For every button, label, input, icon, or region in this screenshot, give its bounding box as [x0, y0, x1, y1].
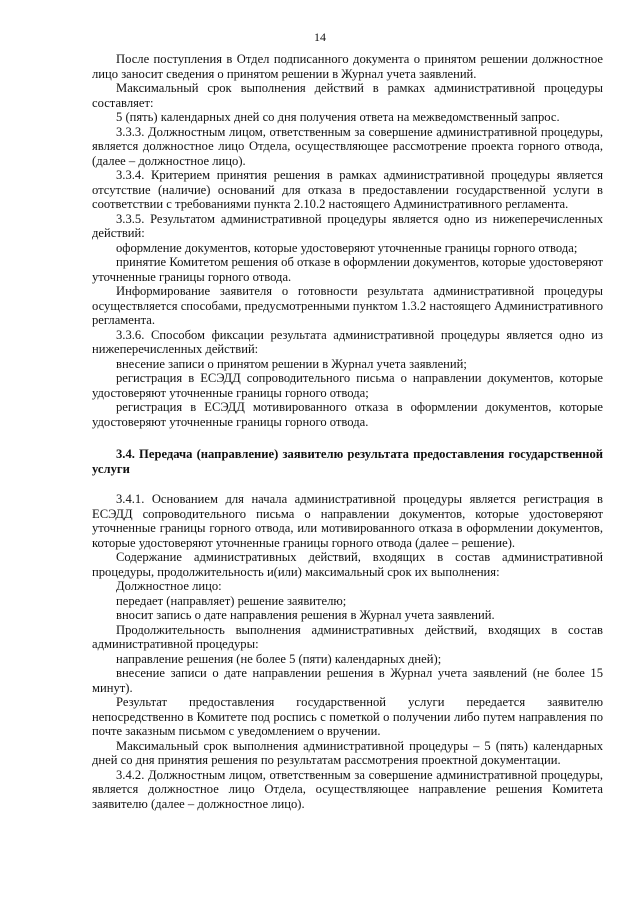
paragraph: 3.3.4. Критерием принятия решения в рамках административной процедуры является отсутствие (наличие) оснований для отказа в предоставлении государственной услуги в соответствии с требованиями пункта 2.10.2 настоящего Административного регламента. [92, 168, 603, 211]
paragraph: 3.4.1. Основанием для начала административной процедуры является регистрация в ЕСЭДД сопроводительного письма о направлении документов, которые удостоверяют уточненные границы горного отвода, или мотивированного отказа в оформлении документов, которые удостоверяют уточненные границы горного отвода (далее – решение). [92, 492, 603, 550]
paragraph: Должностное лицо: [116, 579, 222, 593]
paragraph: регистрация в ЕСЭДД сопроводительного письма о направлении документов, которые удостоверяют уточненные границы горного отвода; [92, 371, 603, 400]
paragraph: направление решения (не более 5 (пяти) календарных дней); [116, 651, 442, 666]
section-heading: 3.4. Передача (направление) заявителю результата предоставления государственной услуги [92, 447, 603, 476]
paragraph: 5 (пять) календарных дней со дня получения ответа на межведомственный запрос. [116, 110, 560, 124]
paragraph: вносит запись о дате направления решения в Журнал учета заявлений. [116, 608, 495, 622]
paragraph: 3.3.5. Результатом административной процедуры является одно из нижеперечисленных действий: [92, 211, 603, 240]
paragraph: принятие Комитетом решения об отказе в оформлении документов, которые удостоверяют уточненные границы горного отвода. [92, 255, 603, 284]
page-number: 14 [314, 30, 326, 44]
paragraph: внесение записи о принятом решении в Журнал учета заявлений; [116, 356, 467, 371]
paragraph: Результат предоставления государственной услуги передается заявителю непосредственно в Комитете под роспись с пометкой о получении либо путем направления по почте заказным письмом с уведомлением о вручении. [92, 695, 603, 738]
paragraph: 3.3.3. Должностным лицом, ответственным за совершение административной процедуры, является должностное лицо Отдела, осуществляющее рассмотрение проекта горного отвода, (далее – должностное лицо). [92, 124, 603, 168]
paragraph: Продолжительность выполнения административных действий, входящих в состав административной процедуры: [92, 622, 603, 651]
paragraph: 3.3.6. Способом фиксации результата административной процедуры является одно из нижеперечисленных действий: [92, 327, 603, 356]
paragraph: Максимальный срок выполнения действий в рамках административной процедуры составляет: [92, 81, 603, 110]
paragraph: 3.4.2. Должностным лицом, ответственным за совершение административной процедуры, является должностное лицо Отдела, осуществляющее направление решения Комитета заявителю (далее – должностное лицо). [92, 767, 603, 811]
paragraph: Содержание административных действий, входящих в состав административной процедуры, продолжительность и(или) максимальный срок их выполнения: [92, 550, 603, 579]
paragraph: оформление документов, которые удостоверяют уточненные границы горного отвода; [116, 240, 578, 255]
document-body [92, 52, 603, 811]
paragraph: Максимальный срок выполнения административной процедуры – 5 (пять) календарных дней со дня принятия решения по результатам рассмотрения проектной документации. [92, 738, 603, 767]
paragraph: регистрация в ЕСЭДД мотивированного отказа в оформлении документов, которые удостоверяют уточненные границы горного отвода. [92, 400, 603, 429]
paragraph: После поступления в Отдел подписанного документа о принятом решении должностное лицо заносит сведения о принятом решении в Журнал учета заявлений. [92, 52, 603, 81]
paragraph: Информирование заявителя о готовности результата административной процедуры осуществляется способами, предусмотренными пунктом 1.3.2 настоящего Административного регламента. [92, 284, 603, 327]
paragraph: внесение записи о дате направлении решения в Журнал учета заявлений (не более 15 минут). [92, 666, 603, 695]
paragraph: передает (направляет) решение заявителю; [116, 593, 347, 608]
